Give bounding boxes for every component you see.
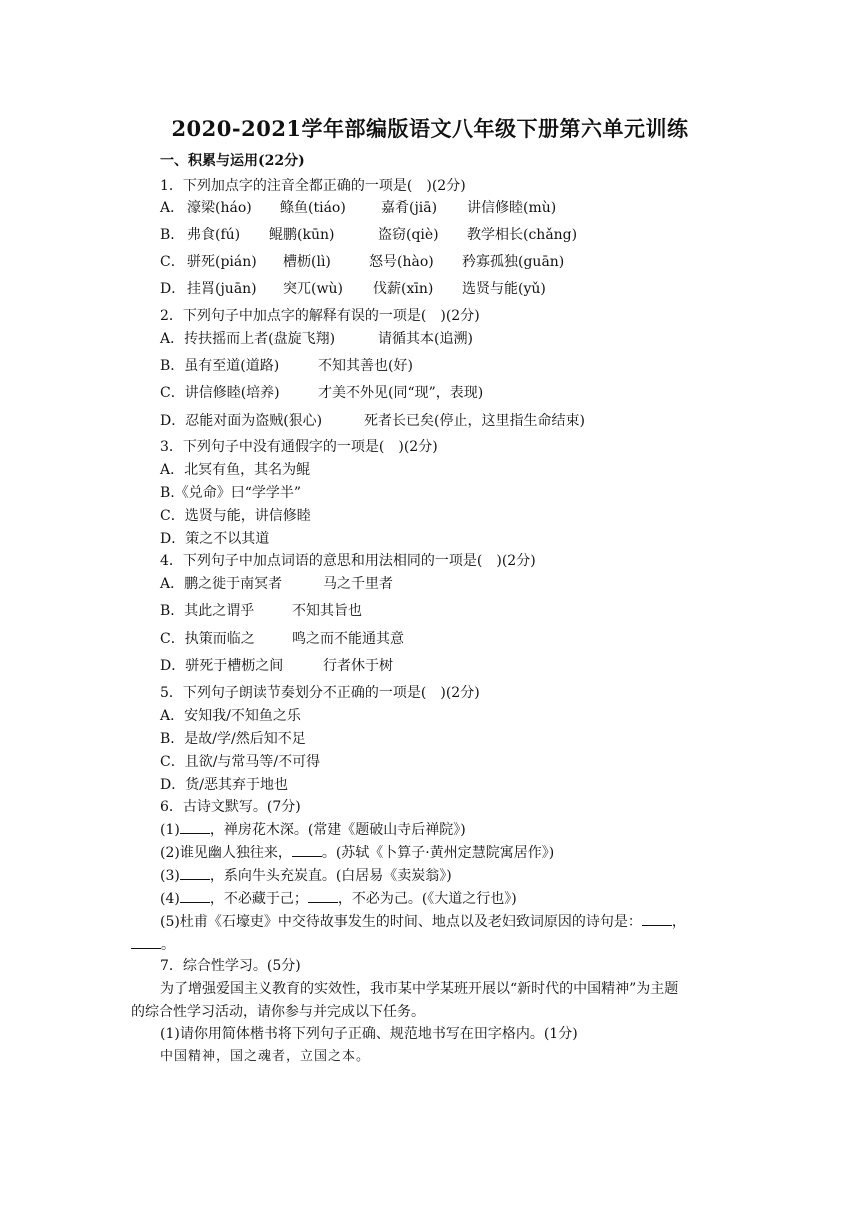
question-7-paragraph-1: 为了增强爱国主义教育的实效性，我市某中学某班开展以“新时代的中国精神”为主题 — [160, 981, 679, 997]
question-7-task-1: (1)请你用简体楷书将下列句子正确、规范地书写在田字格内。(1分) — [160, 1026, 578, 1042]
answer-blank — [292, 844, 322, 857]
question-6-line-5: (5)杜甫《石壕吏》中交待故事发生的时间、地点以及老妇致词原因的诗句是： ， — [160, 914, 686, 930]
question-6-stem: 6．古诗文默写。(7分) — [160, 799, 301, 815]
answer-blank — [180, 867, 210, 880]
question-6-line-4: (4) ，不必藏于己； ，不必为己。(《大道之行也》) — [160, 891, 517, 907]
question-3-stem: 3．下列句子中没有通假字的一项是( )(2分) — [160, 439, 438, 455]
question-1-stem: 1．下列加点字的注音全都正确的一项是( )(2分) — [160, 178, 466, 194]
answer-blank — [180, 890, 210, 903]
question-6-line-6: 。 — [131, 936, 175, 954]
question-5-option-a: A．安知我/不知鱼之乐 — [160, 708, 301, 724]
question-3-option-c: C．选贤与能，讲信修睦 — [160, 508, 311, 524]
question-3-option-d: D．策之不以其道 — [160, 531, 270, 547]
question-5-option-b: B．是故/学/然后知不足 — [160, 731, 306, 747]
answer-blank — [131, 936, 161, 949]
question-5-stem: 5．下列句子朗读节奏划分不正确的一项是( )(2分) — [160, 685, 480, 701]
question-3-option-b: B.《兑命》曰“学学半” — [160, 485, 302, 501]
question-3-option-a: A．北冥有鱼，其名为鲲 — [160, 462, 311, 478]
answer-blank — [180, 821, 210, 834]
question-5-option-c: C．且欲/与常马等/不可得 — [160, 754, 321, 770]
question-7-paragraph-2: 的综合性学习活动，请你参与并完成以下任务。 — [131, 1004, 425, 1020]
answer-blank — [308, 890, 338, 903]
question-7-sentence: 中国精神，国之魂者，立国之本。 — [160, 1049, 371, 1064]
question-6-line-2: (2)谁见幽人独往来， 。(苏轼《卜算子·黄州定慧院寓居作》) — [160, 845, 555, 861]
page-title: 2020-2021学年部编版语文八年级下册第六单元训练 — [171, 116, 689, 141]
answer-blank — [642, 913, 672, 926]
section-heading: 一、积累与运用(22分) — [160, 153, 305, 169]
question-6-line-3: (3) ，系向牛头充炭直。(白居易《卖炭翁》) — [160, 868, 452, 884]
question-2-stem: 2．下列句子中加点字的解释有误的一项是( )(2分) — [160, 308, 480, 324]
question-6-line-1: (1) ，禅房花木深。(常建《题破山寺后禅院》) — [160, 822, 466, 838]
question-7-stem: 7．综合性学习。(5分) — [160, 958, 301, 974]
question-4-stem: 4．下列句子中加点词语的意思和用法相同的一项是( )(2分) — [160, 553, 536, 569]
question-5-option-d: D．货/恶其弃于地也 — [160, 777, 288, 793]
